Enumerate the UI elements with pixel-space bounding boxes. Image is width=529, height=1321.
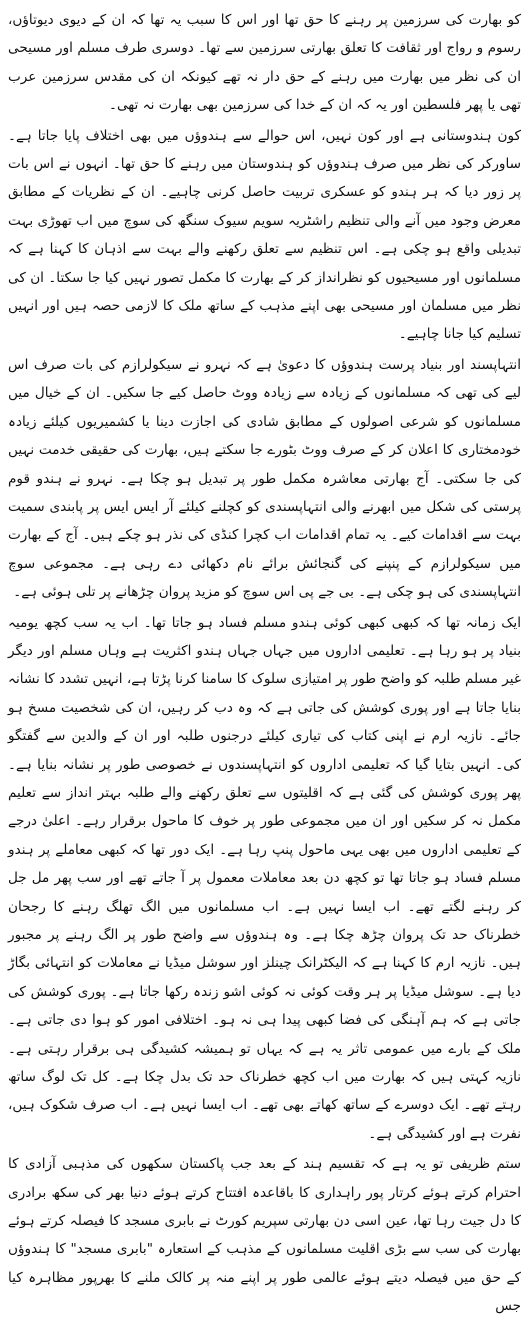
- paragraph-1: کو بھارت کی سرزمین پر رہنے کا حق تھا اور اس کا سبب یہ تھا کہ ان کے دیوی دیوتاؤں، رسوم و رواج اور ثقافت کا تعلق بھارتی سرزمین سے تھا۔ دوسری طرف مسلم اور مسیحی ان کی نظر میں بھارت میں رہنے کے حق دار نہ تھے کیونکہ ان کی مقدس سرزمین عرب تھی یا پھر فلسطین اور یہ کہ ان کے خدا کی سرزمین بھی بھارت نہ تھی۔: [8, 12, 521, 114]
- paragraph-2: کون ہندوستانی ہے اور کون نہیں، اس حوالے سے ہندوؤں میں بھی اختلاف پایا جاتا ہے۔ ساورکر کی نظر میں صرف ہندوؤں کو ہندوستان میں رہنے کا حق تھا۔ انہوں نے اس بات پر زور دیا کہ ہر ہندو کو عسکری تربیت حاصل کرنی چاہیے۔ ان کے نظریات کے مطابق معرض وجود میں آنے والی تنظیم راشٹریہ سویم سیوک سنگھ کی سوچ میں اب تھوڑی بہت تبدیلی واقع ہو چکی ہے۔ اس تنظیم سے تعلق رکھنے والے بہت سے اذہان کا کہنا ہے کہ مسلمانوں اور مسیحیوں کو نظرانداز کر کے بھارت کا مکمل تصور نہیں کیا جا سکتا۔ ان کی نظر میں مسلمان اور مسیحی بھی اپنے مذہب کے ساتھ ملک کا لازمی حصہ ہیں اور انہیں تسلیم کیا جانا چاہیے۔: [8, 127, 521, 343]
- paragraph-5: ستم ظریفی تو یہ ہے کہ تقسیم ہند کے بعد جب پاکستان سکھوں کی مذہبی آزادی کا احترام کرتے ہوئے کرتار پور راہداری کا باقاعدہ افتتاح کرتے ہوئے دنیا بھر کی سکھ برادری کا دل جیت رہا تھا، عین اسی دن بھارتی سپریم کورٹ نے بابری مسجد کا فیصلہ کرتے ہوئے بھارت کی سب سے بڑی اقلیت مسلمانوں کے مذہب کے استعارہ "بابری مسجد" کا ہندوؤں کے حق میں فیصلہ دیتے ہوئے عالمی طور پر اپنے منہ پر کالک ملنے کا بھرپور مظاہرہ کیا جس: [8, 1156, 521, 1315]
- paragraph-3: انتہاپسند اور بنیاد پرست ہندوؤں کا دعویٰ ہے کہ نہرو نے سیکولرازم کی بات صرف اس لیے کی تھی کہ مسلمانوں کے زیادہ سے زیادہ ووٹ حاصل کیے جا سکیں۔ ان کے خیال میں مسلمانوں کو شرعی اصولوں کے مطابق شادی کی اجازت دینا یا کشمیریوں کیلئے زیادہ خودمختاری کا اعلان کر کے صرف ووٹ بٹورے جا سکتے ہیں، بھارت کی حقیقی خدمت نہیں کی جا سکتی۔ آج بھارتی معاشرہ مکمل طور پر تبدیل ہو چکا ہے۔ نہرو نے ہندو قوم پرستی کی شکل میں ابھرنے والی انتہاپسندی کو کچلنے کیلئے آر ایس ایس پر پابندی سمیت بہت سے اقدامات کیے۔ یہ تمام اقدامات اب کچرا کنڈی کی نذر ہو چکے ہیں۔ آج کے بھارت میں سیکولرازم کے پنپنے کی گنجائش برائے نام دکھائی دے رہی ہے۔ مجموعی سوچ انتہاپسندی کی ہو چکی ہے۔ بی جے پی اس سوچ کو مزید پروان چڑھانے پر تلی ہوئی ہے۔: [8, 356, 521, 601]
- paragraph-4: ایک زمانہ تھا کہ کبھی کبھی کوئی ہندو مسلم فساد ہو جاتا تھا۔ اب یہ سب کچھ یومیہ بنیاد پر ہو رہا ہے۔ تعلیمی اداروں میں جہاں جہاں ہندو اکثریت ہے وہاں مسلم اور دیگر غیر مسلم طلبہ کو واضح طور پر امتیازی سلوک کا سامنا کرنا پڑتا ہے، انہیں تشدد کا نشانہ بنایا جاتا ہے اور پوری کوشش کی جاتی ہے کہ وہ دب کر رہیں، ان کی شخصیت مسخ ہو جائے۔ نازیہ ارم نے اپنی کتاب کی تیاری کیلئے درجنوں طلبہ اور ان کے والدین سے گفتگو کی۔ انہیں بتایا گیا کہ تعلیمی اداروں کو انتہاپسندوں نے خصوصی طور پر نشانہ بنایا ہے۔ پھر پوری کوشش کی گئی ہے کہ اقلیتوں سے تعلق رکھنے والے طلبہ بہتر انداز سے تعلیم مکمل نہ کر سکیں اور ان میں مجموعی طور پر خوف کا ماحول برقرار رہے۔ اعلیٰ درجے کے تعلیمی اداروں میں بھی یہی ماحول پنپ رہا ہے۔ ایک دور تھا کہ کبھی معاملے پر ہندو مسلم فساد ہو جاتا تھا تو کچھ دن بعد معاملات معمول پر آ جاتے تھے اور سب پھر مل جل کر رہنے لگتے تھے۔ اب ایسا نہیں ہے۔ اب مسلمانوں میں الگ تھلگ رہنے کا رجحان خطرناک حد تک پروان چڑھ چکا ہے۔ وہ ہندوؤں سے واضح طور پر الگ رہنے پر مجبور ہیں۔ نازیہ ارم کا کہنا ہے کہ الیکٹرانک چینلز اور سوشل میڈیا نے معاملات کو انتہائی بگاڑ دیا ہے۔ سوشل میڈیا پر ہر وقت کوئی نہ کوئی اشو زندہ رکھا جاتا ہے۔ پوری کوشش کی جاتی ہے کہ ہم آہنگی کی فضا کبھی پیدا ہی نہ ہو۔ اختلافی امور کو ہوا دی جاتی ہے۔ ملک کے بارے میں عمومی تاثر یہ ہے کہ یہاں تو ہمیشہ کشیدگی ہی برقرار رہتی ہے۔ نازیہ کہتی ہیں کہ بھارت میں اب کچھ خطرناک حد تک بدل چکا ہے۔ کل تک لوگ ساتھ رہتے تھے۔ ایک دوسرے کے ساتھ کھاتے بھی تھے۔ اب ایسا نہیں ہے۔ اب صرف شکوک ہیں، نفرت ہے اور کشیدگی ہے۔: [8, 614, 521, 1142]
